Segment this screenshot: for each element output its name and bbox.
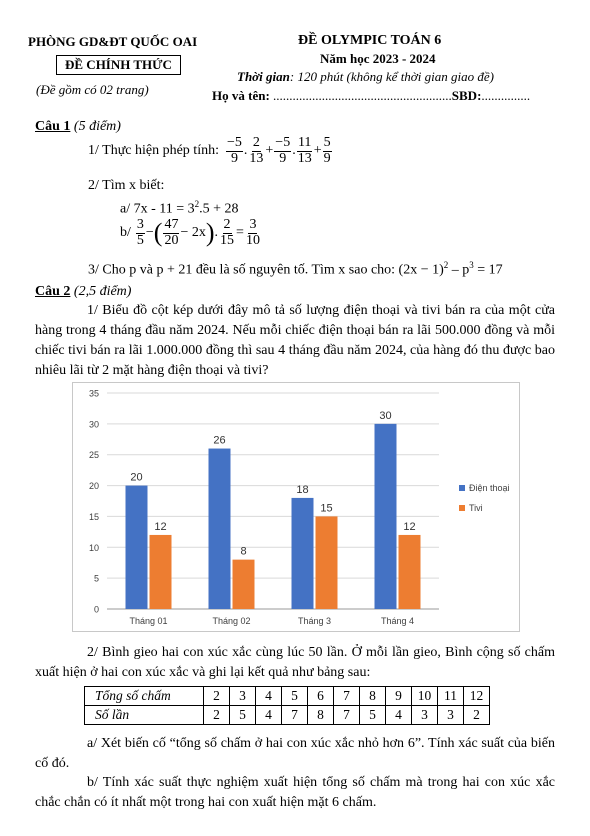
y-tick-label: 30	[88, 419, 99, 430]
q1-part2b	[120, 218, 262, 248]
q1-part2-label: 2/ Tìm x biết:	[88, 178, 165, 193]
x-tick-label: Tháng 01	[129, 616, 168, 626]
dice-results-table	[84, 686, 490, 725]
operator: +	[313, 143, 322, 159]
y-tick-label: 15	[88, 511, 99, 522]
legend-swatch	[459, 485, 465, 491]
data-label: 30	[379, 409, 392, 422]
table-cell: 7	[334, 706, 360, 725]
question-2-title: Câu 2	[35, 284, 71, 299]
right-paren: )	[205, 218, 215, 248]
q2-part2b-text: b/ Tính xác suất thực nghiệm xuất hiện tổng số chấm mà trong hai con xúc xắc chắc chắn có ít nhất một trong hai con xuất hiện mặt 6 chấm.	[35, 775, 555, 810]
sbd-dots: ...............	[481, 88, 531, 103]
table-cell: 12	[464, 687, 490, 706]
fraction: $\frac{3}{10}$	[245, 217, 260, 248]
y-tick-label: 35	[88, 388, 99, 399]
table-cell: 4	[386, 706, 412, 725]
bar-phone	[292, 498, 314, 609]
data-label: 26	[213, 434, 226, 447]
table-cell: 9	[386, 687, 412, 706]
x-tick-label: Tháng 4	[380, 616, 415, 626]
question-2-points: (2,5 điểm)	[70, 284, 132, 299]
name-label: Họ và tên:	[212, 88, 274, 103]
left-paren: (	[153, 218, 163, 248]
table-cell: 3	[438, 706, 464, 725]
table-row	[85, 687, 490, 706]
fraction: $\frac{47}{20}$	[164, 217, 179, 248]
table-cell: 7	[282, 706, 308, 725]
table-cell: 8	[360, 687, 386, 706]
legend-swatch	[459, 505, 465, 511]
question-1-heading	[35, 119, 121, 135]
fraction: $\frac{-5}{9}$	[275, 135, 291, 166]
q1-part3	[88, 260, 503, 279]
q1-part1	[88, 136, 333, 166]
bar-phone	[375, 424, 397, 609]
double-bar-chart	[72, 382, 520, 632]
name-dots: .......................................................	[273, 88, 452, 103]
operator: +	[265, 143, 274, 159]
q2-part2-text: 2/ Bình gieo hai con xúc xắc cùng lúc 50 lần. Ở mỗi lần gieo, Bình cộng số chấm xuất hiện ở hai con xúc xắc và ghi lại kết quả như bảng sau:	[35, 645, 555, 680]
q2-part1-text: 1/ Biểu đồ cột kép dưới đây mô tả số lượng điện thoại và tivi bán ra của một cửa hàng trong 4 tháng đầu năm 2024. Nếu mỗi chiếc điện thoại bán ra lãi 500.000 đồng và mỗi chiếc tivi bán ra lãi 1.000.000 đồng thì sau 4 tháng đầu năm 2024, của hàng đó thu được bao nhiêu lãi từ 2 mặt hàng điện thoại và tivi?	[35, 303, 555, 378]
time-label: Thời gian	[237, 69, 290, 84]
y-tick-label: 25	[88, 450, 99, 461]
x-tick-label: Tháng 3	[297, 616, 332, 626]
table-cell: 5	[360, 706, 386, 725]
table-cell: 5	[282, 687, 308, 706]
exponent: 3	[469, 260, 474, 270]
table-cell: 11	[438, 687, 464, 706]
q1-part2a-rest: .5 + 28	[199, 201, 239, 217]
table-cell: 10	[412, 687, 438, 706]
exam-title: ĐỀ OLYMPIC TOÁN 6	[298, 33, 442, 48]
table-cell: 4	[256, 687, 282, 706]
y-tick-label: 5	[93, 573, 99, 584]
data-label: 8	[240, 545, 247, 558]
x-tick-label: Tháng 02	[212, 616, 251, 626]
data-label: 15	[320, 502, 333, 515]
legend-label: Tivi	[469, 503, 483, 513]
bar-phone	[126, 486, 148, 609]
table-row	[85, 706, 490, 725]
official-exam-label: ĐỀ CHÍNH THỨC	[56, 55, 181, 75]
table-cell: 5	[230, 706, 256, 725]
table-cell: 8	[308, 706, 334, 725]
fraction: $\frac{2}{15}$	[220, 217, 235, 248]
q1-part1-label: 1/ Thực hiện phép tính:	[88, 143, 219, 159]
y-tick-label: 20	[88, 481, 99, 492]
sbd-label: SBD:	[451, 88, 482, 103]
q1-part2a	[120, 199, 239, 218]
operator: .	[292, 143, 296, 159]
exponent: 2	[194, 199, 200, 209]
candidate-line	[212, 88, 530, 104]
q1-part3-end: = 17	[473, 262, 503, 278]
y-tick-label: 10	[88, 542, 99, 553]
operator: .	[214, 225, 219, 241]
time-line	[237, 69, 494, 85]
bar-tv	[316, 516, 338, 609]
school-year: Năm học 2023 - 2024	[320, 51, 436, 66]
chart-svg	[73, 383, 519, 631]
fraction: $\frac{11}{13}$	[297, 135, 312, 166]
table-cell: 2	[464, 706, 490, 725]
row-label-total: Tổng số chấm	[85, 687, 204, 706]
exponent: 2	[443, 260, 449, 270]
bar-tv	[150, 535, 172, 609]
fraction: $\frac{-5}{9}$	[226, 135, 242, 166]
fraction: $\frac{2}{13}$	[249, 135, 264, 166]
operator: −	[145, 225, 154, 241]
bar-tv	[233, 560, 255, 609]
row-label-count: Số lần	[85, 706, 204, 725]
time-value: : 120 phút (không kể thời gian giao đề)	[289, 69, 494, 84]
table-cell: 2	[204, 687, 230, 706]
q2-part2a-text: a/ Xét biến cố “tổng số chấm ở hai con xúc xắc nhỏ hơn 6”. Tính xác suất của biến cố đó.	[35, 736, 555, 771]
table-cell: 3	[230, 687, 256, 706]
table-cell: 6	[308, 687, 334, 706]
q1-part2a-text: a/ 7x - 11 = 3	[120, 201, 195, 217]
data-label: 20	[130, 471, 143, 484]
table-cell: 2	[204, 706, 230, 725]
data-label: 18	[296, 483, 309, 496]
bar-tv	[399, 535, 421, 609]
pages-note: (Đề gồm có 02 trang)	[36, 82, 149, 97]
data-label: 12	[154, 520, 167, 533]
fraction: $\frac{5}{9}$	[323, 135, 331, 166]
table-cell: 7	[334, 687, 360, 706]
table-cell: 4	[256, 706, 282, 725]
question-1-title: Câu 1	[35, 119, 71, 134]
operator: .	[243, 143, 248, 159]
fraction: $\frac{3}{5}$	[136, 217, 144, 248]
table-cell: 3	[412, 706, 438, 725]
q1-part2b-label: b/	[120, 225, 131, 241]
question-2-heading	[35, 284, 131, 300]
legend-label: Điện thoại	[469, 483, 510, 493]
q1-part3-text: 3/ Cho p và p + 21 đều là số nguyên tố. Tìm x sao cho: (2x − 1)	[88, 262, 444, 278]
department-name: PHÒNG GD&ĐT QUỐC OAI	[28, 34, 198, 49]
y-tick-label: 0	[93, 604, 99, 615]
data-label: 12	[403, 520, 416, 533]
question-1-points: (5 điểm)	[70, 119, 121, 134]
inner-term: − 2x	[180, 225, 206, 241]
bar-phone	[209, 449, 231, 609]
operator: =	[236, 225, 244, 241]
q1-part3-mid: – p	[448, 262, 470, 278]
